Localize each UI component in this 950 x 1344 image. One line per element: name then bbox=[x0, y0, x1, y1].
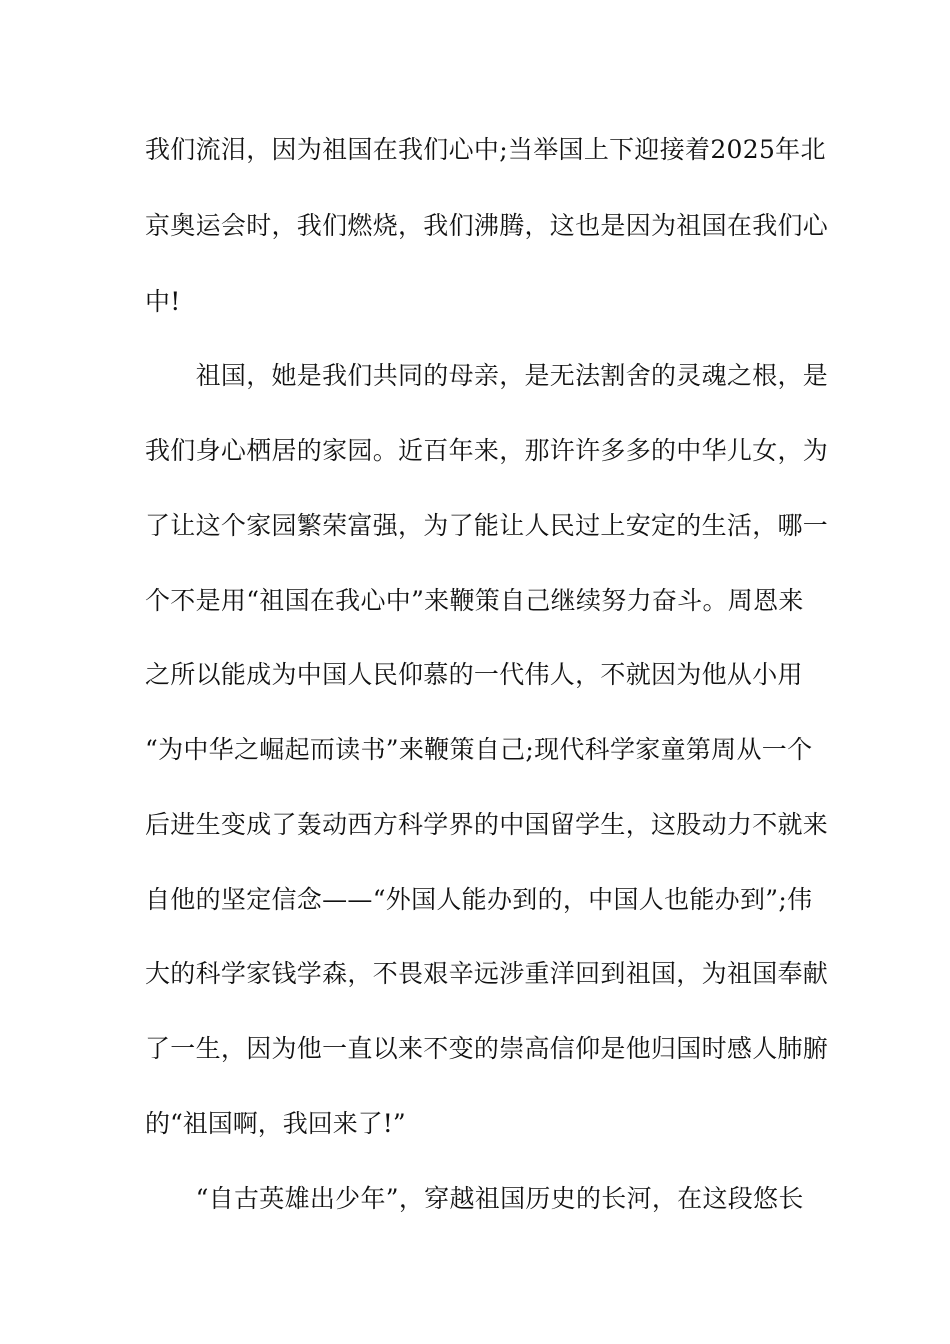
text-line: “自古英雄出少年”，穿越祖国历史的长河，在这段悠长 bbox=[145, 1184, 804, 1213]
text-line: 后进生变成了轰动西方科学界的中国留学生，这股动力不就来 bbox=[145, 810, 829, 839]
text-line: 之所以能成为中国人民仰慕的一代伟人，不就因为他从小用 bbox=[145, 660, 803, 689]
text-line: 了让这个家园繁荣富强，为了能让人民过上安定的生活，哪一 bbox=[145, 511, 829, 540]
text-line: 个不是用“祖国在我心中”来鞭策自己继续努力奋斗。周恩来 bbox=[145, 586, 804, 615]
text-line: 我们身心栖居的家园。近百年来，那许许多多的中华儿女，为 bbox=[145, 436, 829, 465]
text-line: 大的科学家钱学森，不畏艰辛远涉重洋回到祖国，为祖国奉献 bbox=[145, 959, 829, 988]
text-line: 自他的坚定信念——“外国人能办到的，中国人也能办到”;伟 bbox=[145, 885, 813, 914]
text-line: 京奥运会时，我们燃烧，我们沸腾，这也是因为祖国在我们心 bbox=[145, 211, 829, 240]
text-line: “为中华之崛起而读书”来鞭策自己;现代科学家童第周从一个 bbox=[145, 735, 813, 764]
text-line: 了一生，因为他一直以来不变的崇高信仰是他归国时感人肺腑 bbox=[145, 1034, 829, 1063]
text-line: 我们流泪，因为祖国在我们心中;当举国上下迎接着2025年北 bbox=[145, 135, 826, 164]
text-line: 中! bbox=[145, 287, 181, 316]
text-line: 祖国，她是我们共同的母亲，是无法割舍的灵魂之根，是 bbox=[145, 361, 829, 390]
text-line: 的“祖国啊，我回来了!” bbox=[145, 1109, 406, 1138]
